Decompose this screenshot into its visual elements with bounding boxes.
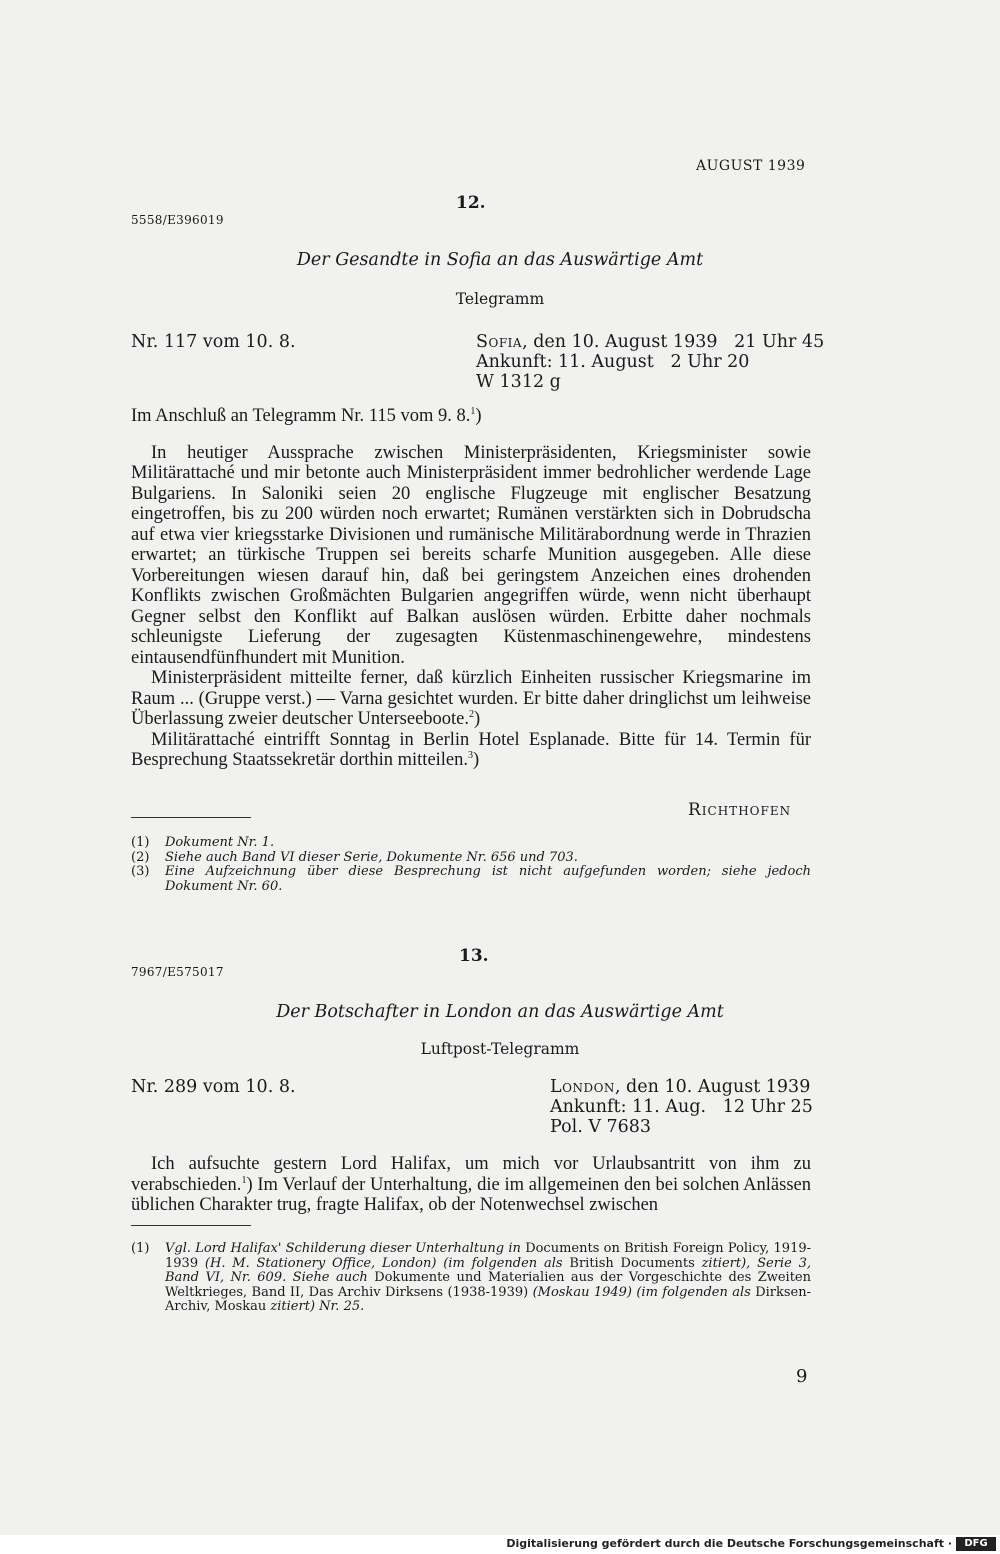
footnote-mark: (1) xyxy=(131,835,150,850)
document-heading: Der Gesandte in Sofia an das Auswärtige Amt xyxy=(296,250,704,270)
footnote-part: Documents on British Foreign Policy, 1919-1939 xyxy=(165,1241,812,1271)
footnote-ref: 2 xyxy=(469,708,475,720)
closing-paren: ) xyxy=(474,709,481,729)
footnote-part: (Moskau 1949) (im folgenden als xyxy=(532,1284,756,1300)
place-name: London xyxy=(550,1077,615,1097)
footnote-text xyxy=(165,1242,811,1315)
arrival-line: Ankunft: 11. Aug. 12 Uhr 25 xyxy=(550,1097,813,1117)
footnote-part: British Documents xyxy=(569,1255,702,1271)
paragraph-text: Militärattaché eintrifft Sonntag in Berlin Hotel Esplanade. Bitte für 14. Termin für Besprechung Staatssekretär dorthin mitteilen. xyxy=(131,729,811,770)
document-type: Telegramm xyxy=(455,290,545,308)
footnotes xyxy=(131,1242,811,1315)
footnotes xyxy=(131,836,811,894)
footnote-text: Siehe auch Band VI dieser Serie, Dokumente Nr. 656 und 703. xyxy=(165,849,578,865)
footnote-divider xyxy=(131,817,251,818)
footnote-ref: 3 xyxy=(468,749,474,761)
footnote xyxy=(131,836,811,851)
telegram-dispatch xyxy=(550,1077,820,1137)
dispatch-date: , den 10. August 1939 xyxy=(614,1077,811,1097)
signature: Richthofen xyxy=(688,800,792,820)
document-number: 12. xyxy=(456,193,486,213)
footnote-part: Dirksen-Archiv, Moskau xyxy=(165,1284,811,1314)
paragraph-text: Ministerpräsident mitteilte ferner, daß kürzlich Einheiten russischer Kriegsmarine im Raum ... (Gruppe verst.) — Varna gesichtet wurden. Er bitte daher dringlichst um leihweise Überlassung zweier deutscher Unterseeboote. xyxy=(131,668,811,729)
paragraph xyxy=(131,668,811,730)
dispatch-date: , den 10. August 1939 21 Uhr 45 xyxy=(522,332,825,352)
footnote-ref: 1 xyxy=(470,405,476,417)
telegram-ref: Nr. 289 vom 10. 8. xyxy=(131,1077,296,1097)
footnote-part: zitiert), Serie 3, Band VI, Nr. 609. Siehe auch xyxy=(165,1255,812,1285)
funding-note: Digitalisierung gefördert durch die Deutsche Forschungsgemeinschaft · xyxy=(506,1537,952,1550)
footnote-text: Dokument Nr. 1. xyxy=(165,835,275,850)
footnote-mark: (3) xyxy=(131,864,150,879)
document-body xyxy=(131,406,811,771)
telegram-dispatch xyxy=(476,332,825,392)
arrival-line: Ankunft: 11. August 2 Uhr 20 xyxy=(476,352,750,372)
intro-text: Im Anschluß an Telegramm Nr. 115 vom 9. 8. xyxy=(131,406,471,426)
closing-paren: ) xyxy=(475,406,482,426)
intro-line xyxy=(131,406,811,427)
paragraph-text: ) Im Verlauf der Unterhaltung, die im allgemeinen den bei solchen Anlässen üblichen Charakter trug, fragte Halifax, ob der Notenwechsel zwischen xyxy=(131,1174,811,1215)
footnote-part: Vgl. Lord Halifax' Schilderung dieser Unterhaltung in xyxy=(165,1241,526,1256)
telegram-ref: Nr. 117 vom 10. 8. xyxy=(131,332,296,352)
footnote-divider xyxy=(131,1225,251,1226)
archive-reference: 7967/E575017 xyxy=(131,965,224,979)
document-number: 13. xyxy=(459,946,489,966)
footnote-mark: (1) xyxy=(131,1241,150,1256)
document-heading: Der Botschafter in London an das Auswärtige Amt xyxy=(276,1002,724,1022)
footnote xyxy=(131,865,811,894)
footnote-text: Eine Aufzeichnung über diese Besprechung ist nicht aufgefunden worden; siehe jedoch Dokument Nr. 60. xyxy=(165,864,811,894)
page-number: 9 xyxy=(796,1366,808,1387)
dfg-logo: DFG xyxy=(956,1537,996,1551)
paragraph xyxy=(131,730,811,771)
footnote-ref: 1 xyxy=(241,1174,247,1186)
footnote-mark: (2) xyxy=(131,849,150,865)
registry-code: W 1312 g xyxy=(476,372,561,392)
paragraph-text: Ich aufsuchte gestern Lord Halifax, um mich vor Urlaubsantritt von ihm zu verabschieden. xyxy=(131,1154,811,1195)
paragraph xyxy=(131,1154,811,1216)
closing-paren: ) xyxy=(473,750,480,770)
footnote xyxy=(131,851,811,866)
registry-code: Pol. V 7683 xyxy=(550,1117,652,1137)
footnote-part: zitiert) Nr. 25. xyxy=(270,1299,365,1314)
place-name: Sofia xyxy=(476,332,523,352)
running-header: AUGUST 1939 xyxy=(696,158,806,174)
paragraph: In heutiger Aussprache zwischen Ministerpräsidenten, Kriegsminister sowie Militärattaché und mir betonte auch Ministerpräsident immer bedrohlicher werdende Lage Bulgariens. In Saloniki seien 20 englische Flugzeuge mit englischer Besatzung eingetroffen, bis zu 200 würden noch erwartet; Rumänen verstärkten sich in Dobrudscha auf etwa vier kriegsstarke Divisionen und rumänische Militärabordnung werde in Thrazien erwartet; an türkische Truppen sei bereits scharfe Munition ausgegeben. Alle diese Vorbereitungen wiesen darauf hin, daß bei geringstem Anzeichen eines drohenden Konflikts zwischen Großmächten Bulgarien angegriffen würde, wenn nicht überhaupt Gegner selbst den Konflikt auf Balkan auslösen würden. Erbitte daher nochmals schleunigste Lieferung der zugesagten Küstenmaschinengewehre, mindestens eintausendfünfhundert mit Munition. xyxy=(131,442,811,668)
footnote xyxy=(131,1242,811,1315)
footnote-part: Dokumente und Materialien aus der Vorgeschichte des Zweiten Weltkrieges, Band II, Das Archiv Dirksens (1938-1939) xyxy=(165,1270,811,1300)
document-body xyxy=(131,1154,811,1216)
archive-reference: 5558/E396019 xyxy=(131,213,224,227)
digitization-footer xyxy=(0,1535,1000,1554)
document-type: Luftpost-Telegramm xyxy=(420,1040,580,1058)
footnote-part: (H. M. Stationery Office, London) (im folgenden als xyxy=(204,1255,570,1271)
